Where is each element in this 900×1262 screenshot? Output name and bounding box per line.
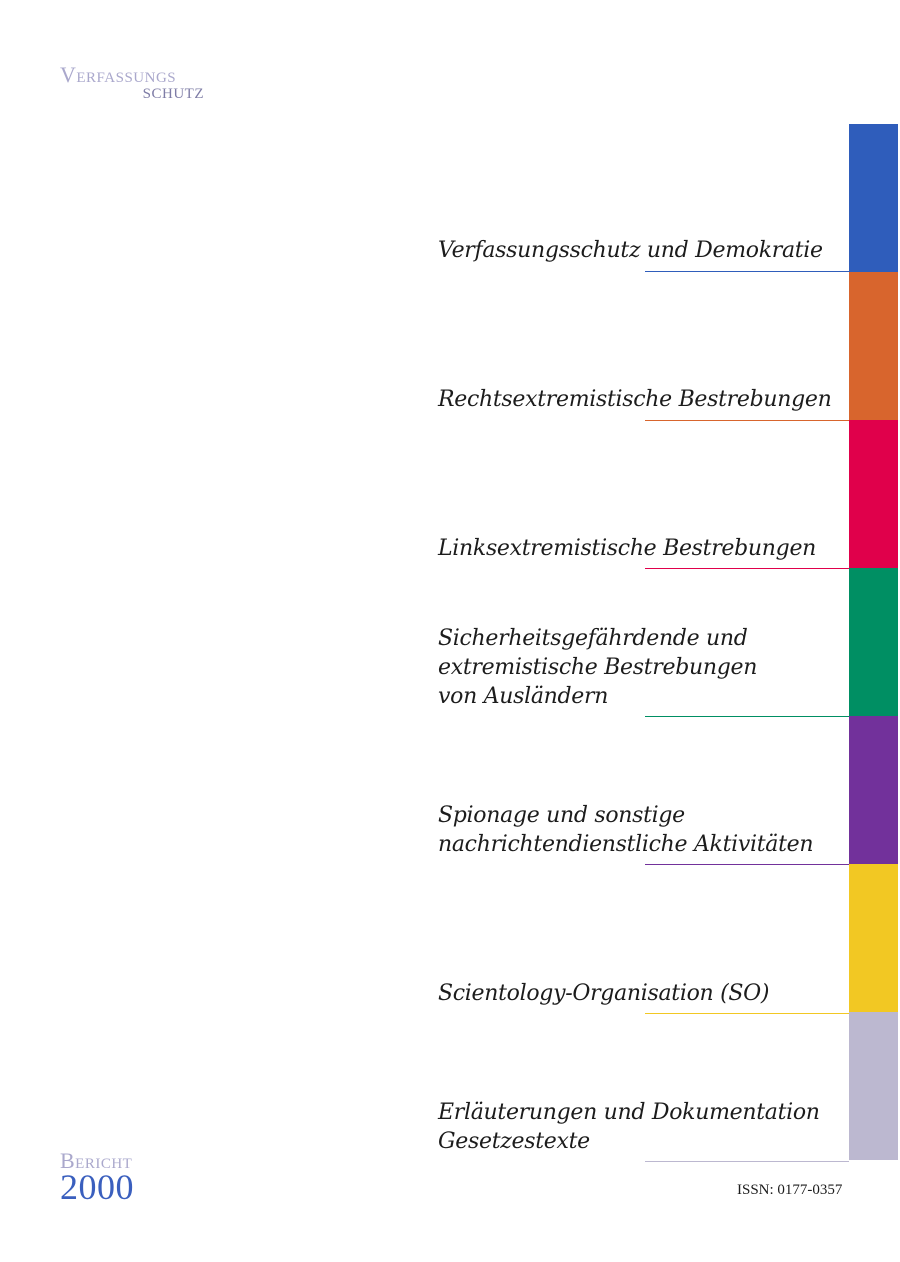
color-segment-3 bbox=[849, 420, 898, 568]
chapter-1-rule bbox=[645, 271, 849, 272]
logo-year: 2000 bbox=[60, 1167, 134, 1207]
logo-word-schutz: SCHUTZ bbox=[142, 86, 204, 102]
chapter-4 bbox=[438, 624, 849, 711]
color-segment-2 bbox=[849, 272, 898, 420]
chapter-2-rule bbox=[645, 420, 849, 421]
chapter-title: Erläuterungen und Dokumentation Gesetzestexte bbox=[438, 1100, 820, 1154]
color-segment-4 bbox=[849, 568, 898, 716]
chapter-title: Sicherheitsgefährdende und extremistische Bestrebungen von Ausländern bbox=[438, 626, 758, 709]
chapter-7 bbox=[438, 1098, 849, 1156]
chapter-color-bar bbox=[849, 124, 898, 1160]
chapter-5 bbox=[438, 801, 849, 859]
chapter-title: Linksextremistische Bestrebungen bbox=[438, 536, 817, 561]
chapter-title: Rechtsextremistische Bestrebungen bbox=[438, 387, 832, 412]
logo-word-verfassungs: Verfassungs bbox=[60, 62, 177, 87]
color-segment-7 bbox=[849, 1012, 898, 1160]
issn-number: ISSN: 0177-0357 bbox=[737, 1182, 843, 1198]
bericht-2000-logo bbox=[60, 1148, 134, 1207]
chapter-4-rule bbox=[645, 716, 849, 717]
chapter-6 bbox=[438, 979, 849, 1008]
chapter-title: Scientology-Organisation (SO) bbox=[438, 981, 770, 1006]
chapter-title: Verfassungsschutz und Demokratie bbox=[438, 238, 823, 263]
chapter-7-rule bbox=[645, 1161, 849, 1162]
chapter-3-rule bbox=[645, 568, 849, 569]
color-segment-1 bbox=[849, 124, 898, 272]
chapter-2 bbox=[438, 385, 849, 414]
chapter-1 bbox=[438, 236, 849, 265]
logo-word-bericht: Bericht bbox=[60, 1148, 133, 1173]
chapter-5-rule bbox=[645, 864, 849, 865]
chapter-3 bbox=[438, 534, 849, 563]
verfassungsschutz-logo bbox=[60, 64, 210, 102]
color-segment-6 bbox=[849, 864, 898, 1012]
chapter-6-rule bbox=[645, 1013, 849, 1014]
color-segment-5 bbox=[849, 716, 898, 864]
chapter-title: Spionage und sonstige nachrichtendienstliche Aktivitäten bbox=[438, 803, 814, 857]
